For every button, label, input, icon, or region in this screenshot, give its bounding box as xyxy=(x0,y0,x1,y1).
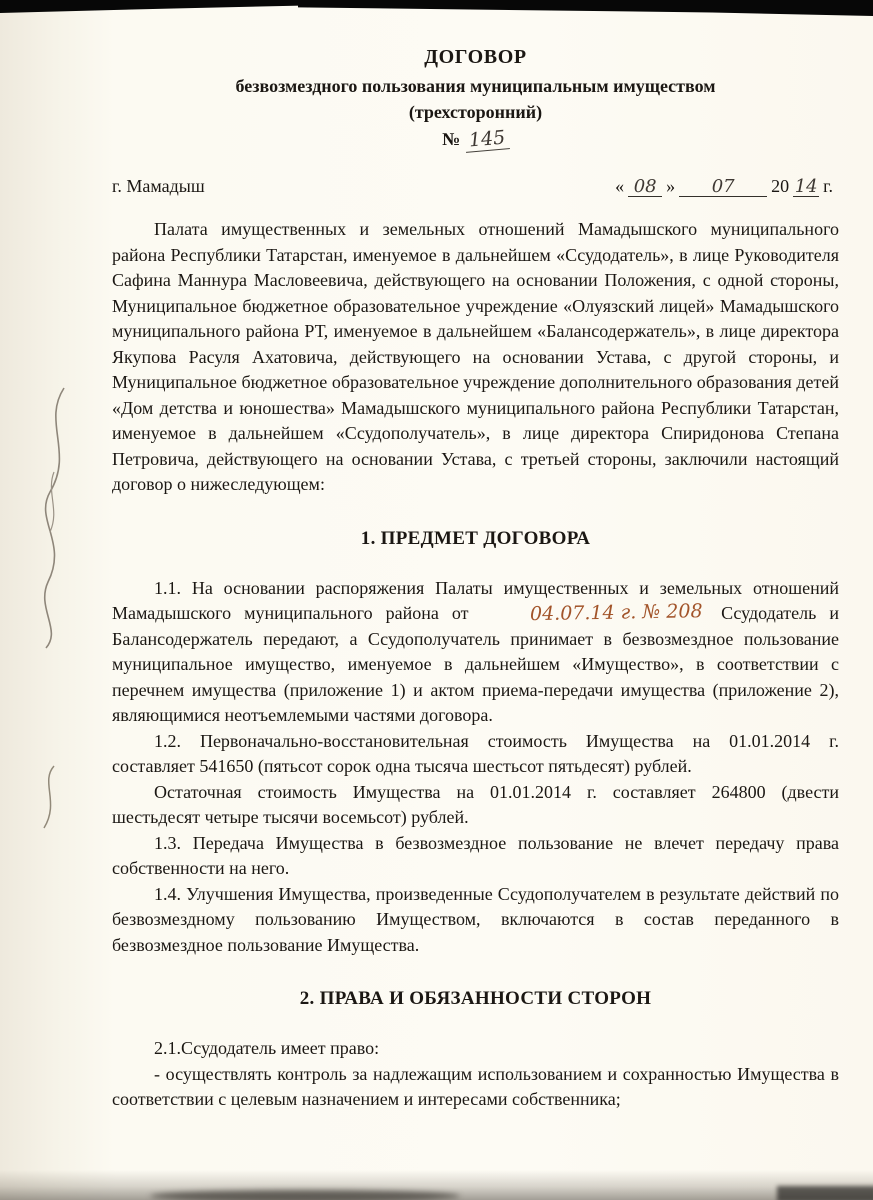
pen-squiggle-left-margin-2 xyxy=(30,762,70,832)
date-close-quote: » xyxy=(666,176,676,196)
clause-1-1-text-before: 1.1. На основании распоряжения Палаты имущественных и земельных отношений Мамадышского муниципального района от xyxy=(112,577,839,623)
clause-1-1-text-after: Ссудодатель и Балансодержатель передают, а Ссудополучатель принимает в безвозмездное пользование муниципальное имущество, именуемое в дальнейшем «Имущество», в соответствии с перечнем имущества (приложение 1) и актом приема-передачи имущества (приложение 2), являющимися неотъемлемыми частями договора. xyxy=(112,603,839,725)
date-month-blank xyxy=(679,177,767,197)
date-day-blank xyxy=(628,177,662,197)
section-1-heading: 1. ПРЕДМЕТ ДОГОВОРА xyxy=(360,527,591,549)
handwritten-year: 14 xyxy=(794,176,818,197)
date-year-blank xyxy=(793,177,819,197)
date-block xyxy=(615,176,839,197)
city-date-line xyxy=(112,176,839,197)
handwritten-order-date-number: 04.07.14 г. № 208 xyxy=(529,600,703,626)
clause-2-1-item: - осуществлять контроль за надлежащим использованием и сохранностью Имущества в соответствии с целевым назначением и интересами собственника; xyxy=(112,1063,839,1109)
document-body xyxy=(112,46,839,1113)
city-label: г. Мамадыш xyxy=(112,176,205,196)
handwritten-month: 07 xyxy=(711,176,735,197)
date-open-quote: « xyxy=(615,176,625,196)
handwritten-day: 08 xyxy=(633,176,657,197)
document-title: ДОГОВОР xyxy=(424,46,527,68)
pen-squiggle-left-margin xyxy=(24,382,88,652)
preamble-paragraph: Палата имущественных и земельных отношений Мамадышского муниципального района Республики Татарстан, именуемое в дальнейшем «Ссудодатель», в лице Руководителя Сафина Маннура Масловеевича, действующего на основании Положения, с одной стороны, Муниципальное бюджетное образовательное учреждение «Олуязский лицей» Мамадышского муниципального района РТ, именуемое в дальнейшем «Балансодержатель», в лице директора Якупова Расуля Ахатовича, действующего на основании Устава, с другой стороны, и Муниципальное бюджетное образовательное учреждение дополнительного образования детей «Дом детства и юношества» Мамадышского муниципального района Республики Татарстан, именуемое в дальнейшем «Ссудополучатель», в лице директора Спиридонова Степана Петровича, действующего на основании Устава, с третьей стороны, заключили настоящий договор о нижеследующем: xyxy=(112,219,839,494)
date-suffix: г. xyxy=(823,176,833,196)
clause-1-3: 1.3. Передача Имущества в безвозмездное пользование не влечет передачу права собственности на него. xyxy=(112,832,839,878)
date-century: 20 xyxy=(771,176,790,196)
clause-2-1: 2.1.Ссудодатель имеет право: xyxy=(154,1038,380,1058)
contract-number-line xyxy=(112,128,839,151)
scan-artifact-top-right xyxy=(298,0,873,16)
scan-artifact-top-left xyxy=(0,0,306,13)
clause-1-2-residual: Остаточная стоимость Имущества на 01.01.2014 г. составляет 264800 (двести шестьдесят четыре тысячи восемьсот) рублей. xyxy=(112,781,839,827)
handwritten-contract-number: 145 xyxy=(464,126,510,153)
clause-1-4: 1.4. Улучшения Имущества, произведенные Ссудополучателем в результате действий по безвозмездному пользованию Имуществом, включаются в состав переданного в безвозмездное пользование Имущества. xyxy=(112,883,839,955)
clause-1-2: 1.2. Первоначально-восстановительная стоимость Имущества на 01.01.2014 г. составляет 541650 (пятьсот сорок одна тысяча шестьсот пятьдесят) рублей. xyxy=(112,730,839,776)
clause-1-1 xyxy=(112,576,839,729)
scan-artifact-bottom-right xyxy=(777,1186,873,1200)
scan-artifact-bottom-smudge xyxy=(150,1190,460,1200)
document-subtitle: безвозмездного пользования муниципальным имуществом xyxy=(235,76,716,96)
document-subtitle-type: (трехсторонний) xyxy=(408,102,543,122)
number-label: № xyxy=(442,129,461,149)
section-2-heading: 2. ПРАВА И ОБЯЗАННОСТИ СТОРОН xyxy=(299,988,652,1009)
